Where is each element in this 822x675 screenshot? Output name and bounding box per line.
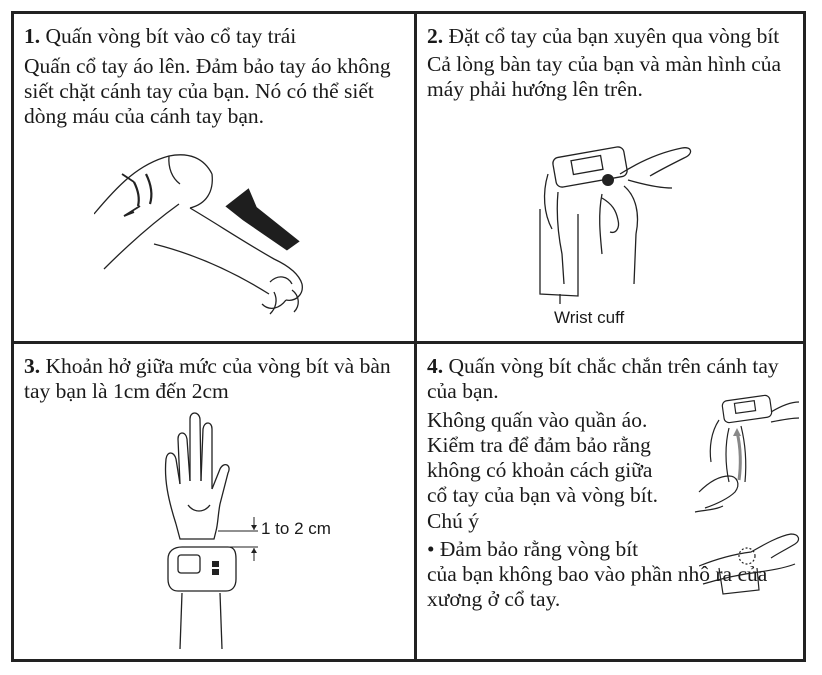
wrist-cuff-label: Wrist cuff xyxy=(554,308,625,327)
step-2-body: Cả lòng bàn tay của bạn và màn hình của máy phải hướng lên trên. xyxy=(427,52,782,101)
step-3-title xyxy=(24,354,402,404)
step-2-title-text: Đặt cổ tay của bạn xuyên qua vòng bít xyxy=(448,24,780,48)
step-4-number: 4. xyxy=(427,354,444,378)
step-4-note-rest: của bạn không bao vào phần nhô ra của xương ở cổ tay. xyxy=(427,562,768,611)
step-1-title-text: Quấn vòng bít vào cổ tay trái xyxy=(45,24,297,48)
wrist-cuff-insert-illustration xyxy=(532,134,702,304)
step-3-cell xyxy=(14,344,414,659)
step-1-number: 1. xyxy=(24,24,41,48)
step-2-number: 2. xyxy=(427,24,444,48)
step-1-body: Quấn cổ tay áo lên. Đảm bảo tay áo không siết chặt cánh tay của bạn. Nó có thể siết dòng máu của cánh tay bạn. xyxy=(24,54,391,128)
instruction-grid xyxy=(11,11,806,662)
step-4-note-heading: Chú ý xyxy=(427,509,479,533)
step-3-title-text: Khoản hở giữa mức của vòng bít và bàn tay bạn là 1cm đến 2cm xyxy=(24,354,391,403)
step-4-title-text: Quấn vòng bít chắc chắn trên cánh tay của bạn. xyxy=(427,354,779,403)
step-4-cell xyxy=(417,344,803,659)
step-3-number: 3. xyxy=(24,354,41,378)
step-2-cell xyxy=(417,14,803,341)
step-1-title xyxy=(24,24,402,49)
step-2-title xyxy=(427,24,791,49)
cuff-gap-illustration xyxy=(154,409,274,649)
wrap-cuff-illustration xyxy=(94,144,324,319)
gap-measure-label: 1 to 2 cm xyxy=(261,519,331,538)
wrist-bone-illustration xyxy=(699,524,803,604)
step-4-body: Không quấn vào quần áo. Kiểm tra để đảm bảo rằng không có khoản cách giữa cổ tay của bạn và vòng bít. xyxy=(427,408,659,507)
step-1-cell xyxy=(14,14,414,341)
step-4-note-bullet: • Đảm bảo rằng vòng bít xyxy=(427,537,639,561)
